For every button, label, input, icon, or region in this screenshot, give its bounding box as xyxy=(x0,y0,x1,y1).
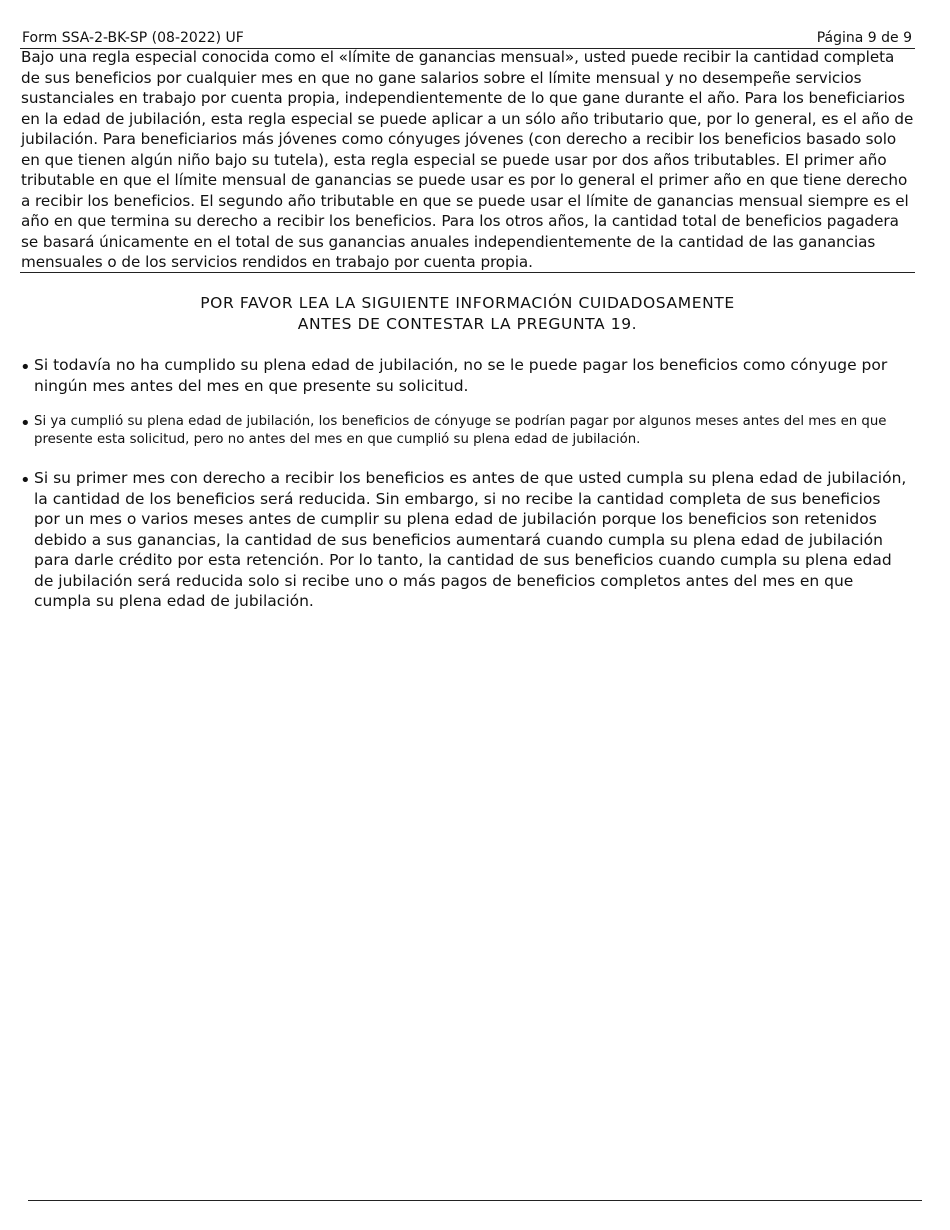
list-item-text: Si todavía no ha cumplido su plena edad de jubilación, no se le puede pagar los beneficios como cónyuge por ningún mes antes del mes en que presente su solicitud. xyxy=(34,356,888,395)
list-item xyxy=(20,468,910,612)
list-item-text: Si ya cumplió su plena edad de jubilación, los beneficios de cónyuge se podrían pagar por algunos meses antes del mes en que presente esta solicitud, pero no antes del mes en que cumplió su plena edad de jubilación. xyxy=(34,414,887,447)
page-header xyxy=(22,28,914,48)
list-item xyxy=(20,355,910,396)
bullet-icon: • xyxy=(20,413,31,434)
form-id: Form SSA-2-BK-SP (08-2022) UF xyxy=(22,30,244,46)
list-item-text: Si su primer mes con derecho a recibir los beneficios es antes de que usted cumpla su plena edad de jubilación, la cantidad de los beneficios será reducida. Sin embargo, si no recibe la cantidad completa de sus beneficios por un mes o varios meses antes de cumplir su plena edad de jubilación porque los beneficios son retenidos debido a sus ganancias, la cantidad de sus beneficios aumentará cuando cumpla su plena edad de jubilación para darle crédito por esta retención. Por lo tanto, la cantidad de sus beneficios cuando cumpla su plena edad de jubilación será reducida solo si recibe uno o más pagos de beneficios completos antes del mes en que cumpla su plena edad de jubilación. xyxy=(34,469,907,610)
bullet-icon: • xyxy=(20,357,31,378)
bullet-icon: • xyxy=(20,470,31,491)
page-number: Página 9 de 9 xyxy=(816,30,912,46)
notice-line-2: ANTES DE CONTESTAR LA PREGUNTA 19. xyxy=(297,314,638,333)
list-item xyxy=(20,413,910,449)
intro-paragraph: Bajo una regla especial conocida como el «límite de ganancias mensual», usted puede recibir la cantidad completa de sus beneficios por cualquier mes en que no gane salarios sobre el límite mensual y no desempeñe servicios sustanciales en trabajo por cuenta propia, independientemente de lo que gane durante el año. Para los beneficiarios en la edad de jubilación, esta regla especial se puede aplicar a un sólo año tributario que, por lo general, es el año de jubilación. Para beneficiarios más jóvenes como cónyuges jóvenes (con derecho a recibir los beneficios basado solo en que tienen algún niño bajo su tutela), esta regla especial se puede usar por dos años tributables. El primer año tributable en que el límite mensual de ganancias se puede usar es por lo general el primer año en que tiene derecho a recibir los beneficios. El segundo año tributable en que se puede usar el límite de ganancias mensual siempre es el año en que termina su derecho a recibir los beneficios. Para los otros años, la cantidad total de beneficios pagadera se basará únicamente en el total de sus ganancias anuales independientemente de la cantidad de las ganancias mensuales o de los servicios rendidos en trabajo por cuenta propia. xyxy=(21,48,914,271)
footer-divider xyxy=(28,1200,922,1201)
notice-line-1: POR FAVOR LEA LA SIGUIENTE INFORMACIÓN CUIDADOSAMENTE xyxy=(200,294,735,312)
notice-heading xyxy=(20,293,915,334)
section-divider xyxy=(20,272,915,273)
